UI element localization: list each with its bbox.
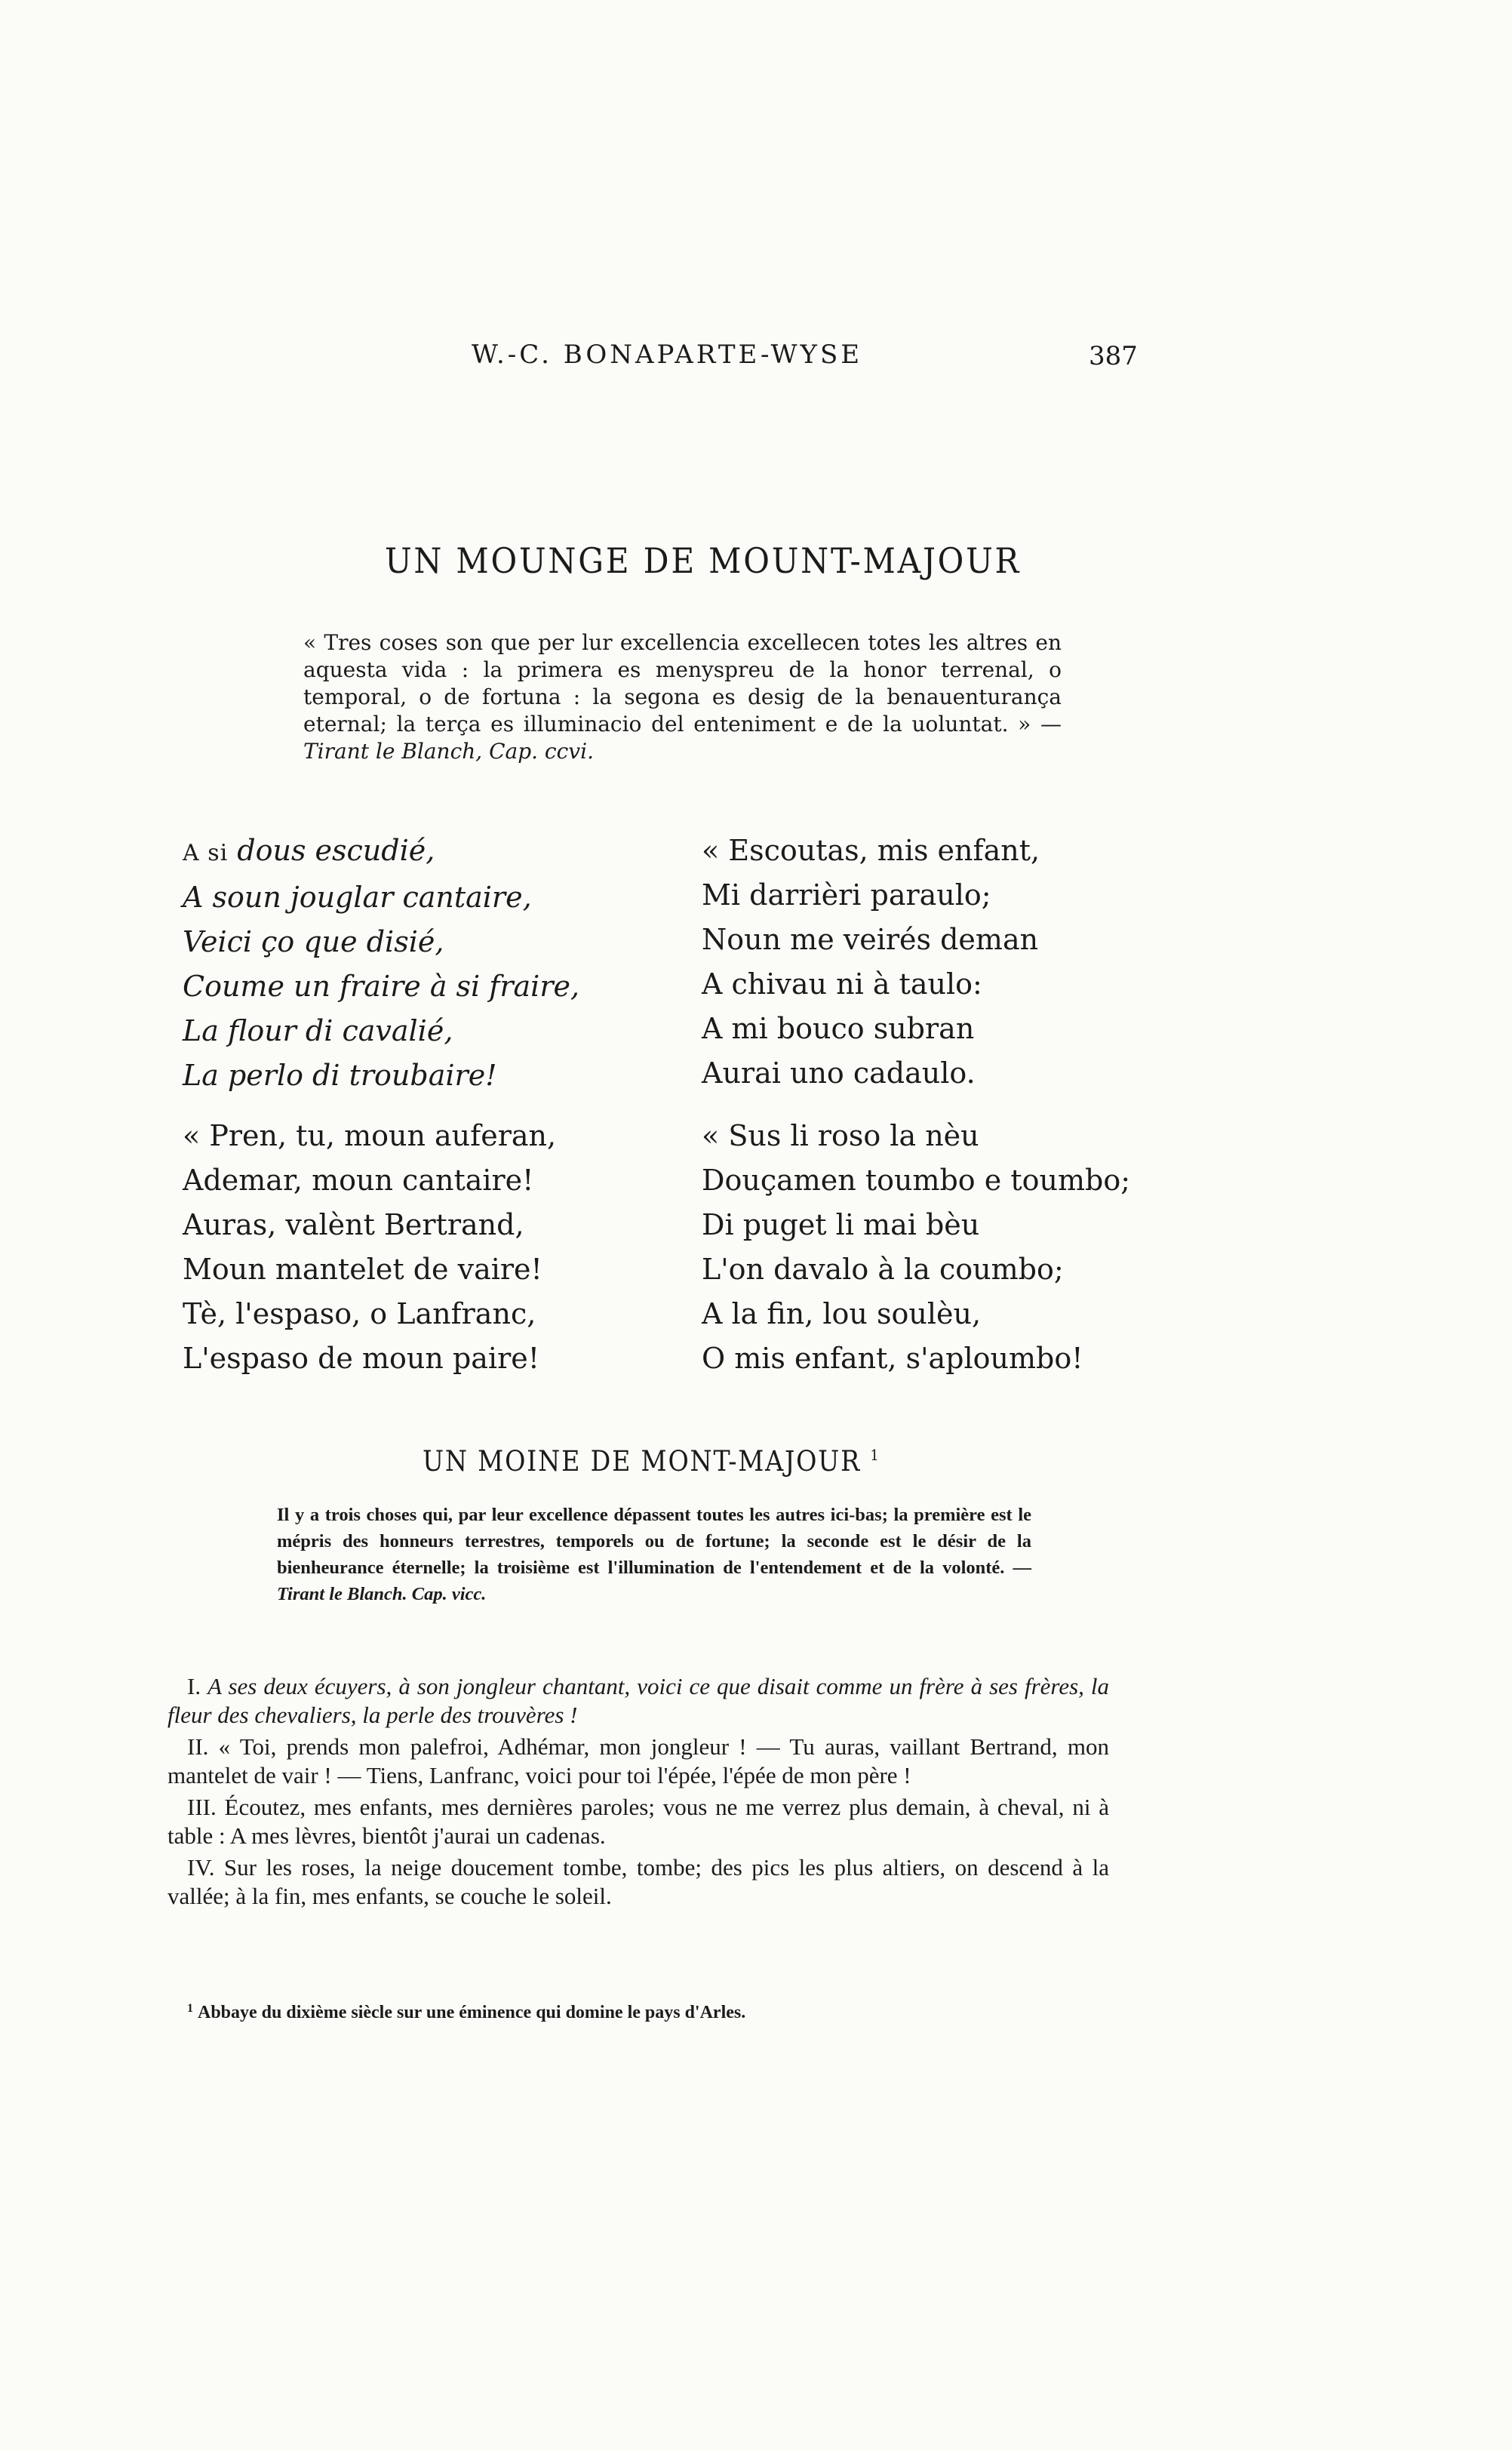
stanza-line: « Escoutas, mis enfant,	[702, 834, 1040, 867]
footnote	[187, 2002, 745, 2023]
stanza-line: A soun jouglar cantaire,	[183, 881, 532, 914]
stanza-line: Auras, valènt Bertrand,	[183, 1208, 524, 1241]
stanza-line: Aurai uno cadaulo.	[702, 1056, 976, 1090]
stanza-line: « Sus li roso la nèu	[702, 1119, 979, 1152]
stanza-line: La flour di cavalié,	[183, 1014, 453, 1047]
page-number: 387	[1089, 341, 1138, 371]
stanza-line: Coume un fraire à si fraire,	[183, 970, 580, 1003]
stanza-line: L'espaso de moun paire!	[183, 1342, 539, 1375]
stanza-line: Moun mantelet de vaire!	[183, 1253, 542, 1286]
stanza-line: Veici ço que disié,	[183, 925, 444, 958]
stanza-line: Noun me veirés deman	[702, 923, 1039, 956]
paragraph-text: A ses deux écuyers, à son jongleur chantant, voici ce que disait comme un frère à ses frères, la fleur des chevaliers, la perle des trouvères !	[167, 1673, 1110, 1728]
stanza-line	[183, 829, 579, 875]
stanza-line: Di puget li mai bèu	[702, 1208, 980, 1241]
translation-title-text: UN MOINE DE MONT-MAJOUR	[423, 1445, 862, 1478]
stanza-line: O mis enfant, s'aploumbo!	[702, 1342, 1083, 1375]
translation-paragraph-2: II. « Toi, prends mon palefroi, Adhémar, mon jongleur ! — Tu auras, vaillant Bertrand, mon mantelet de vair ! — Tiens, Lanfranc, voici pour toi l'épée, l'épée de mon père !	[167, 1733, 1109, 1788]
translation-epigraph	[277, 1502, 1031, 1607]
footnote-reference: 1	[870, 1446, 880, 1464]
stanza-1	[183, 829, 579, 1098]
translation-paragraph-4: IV. Sur les roses, la neige doucement tombe, tombe; des pics les plus altiers, on descend à la vallée; à la fin, mes enfants, se couche le soleil.	[167, 1854, 1109, 1909]
poem-title: UN MOUNGE DE MOUNT-MAJOUR	[385, 540, 1022, 581]
footnote-text: Abbaye du dixième siècle sur une éminence qui domine le pays d'Arles.	[198, 2003, 746, 2022]
stanza-line-rest: dous escudié,	[228, 834, 435, 867]
translation-body	[167, 1672, 1109, 1914]
stanza-line-smallcaps: A si	[183, 840, 229, 866]
translation-paragraph-3: III. Écoutez, mes enfants, mes dernières paroles; vous ne me verrez plus demain, à cheval, ni à table : A mes lèvres, bientôt j'aurai un cadenas.	[167, 1794, 1109, 1849]
stanza-line: A mi bouco subran	[702, 1012, 975, 1045]
stanza-line: Ademar, moun cantaire!	[183, 1164, 534, 1197]
stanza-line: Mi darrièri paraulo;	[702, 878, 991, 912]
footnote-marker: 1	[187, 2002, 193, 2015]
poem-epigraph-text: « Tres coses son que per lur excellencia excellecen totes les altres en aquesta vida : la primera es menyspreu de la honor terrenal, o temporal, o de fortuna : la segona es desig de la benauenturança eternal; la terça es illuminacio del enteniment e de la uoluntat. » —	[303, 630, 1062, 737]
paragraph-number: I.	[187, 1673, 208, 1699]
stanza-line: L'on davalo à la coumbo;	[702, 1253, 1064, 1286]
stanza-line: Tè, l'espaso, o Lanfranc,	[183, 1297, 536, 1330]
translation-paragraph-1	[167, 1672, 1109, 1730]
poem-epigraph	[303, 629, 1062, 765]
translation-epigraph-citation: Tirant le Blanch. Cap. vicc.	[277, 1584, 487, 1604]
stanza-line: « Pren, tu, moun auferan,	[183, 1119, 557, 1152]
translation-epigraph-text: Il y a trois choses qui, par leur excellence dépassent toutes les autres ici-bas; la première est le mépris des honneurs terrestres, temporels ou de fortune; la seconde est le désir de la bienheurance éternelle; la troisième est l'illumination de l'entendement et de la volonté. —	[277, 1505, 1031, 1578]
running-title: W.-C. BONAPARTE-WYSE	[472, 340, 863, 370]
stanza-line: A la fin, lou soulèu,	[702, 1297, 982, 1330]
stanza-line: La perlo di troubaire!	[183, 1059, 497, 1092]
translation-title	[423, 1445, 880, 1478]
poem-epigraph-citation: Tirant le Blanch, Cap. ccvi.	[303, 739, 594, 764]
stanza-line: Douçamen toumbo e toumbo;	[702, 1164, 1130, 1197]
stanza-line: A chivau ni à taulo:	[702, 967, 982, 1001]
stanza-2	[183, 1114, 556, 1381]
stanza-3	[702, 829, 1040, 1096]
stanza-4	[702, 1114, 1130, 1381]
